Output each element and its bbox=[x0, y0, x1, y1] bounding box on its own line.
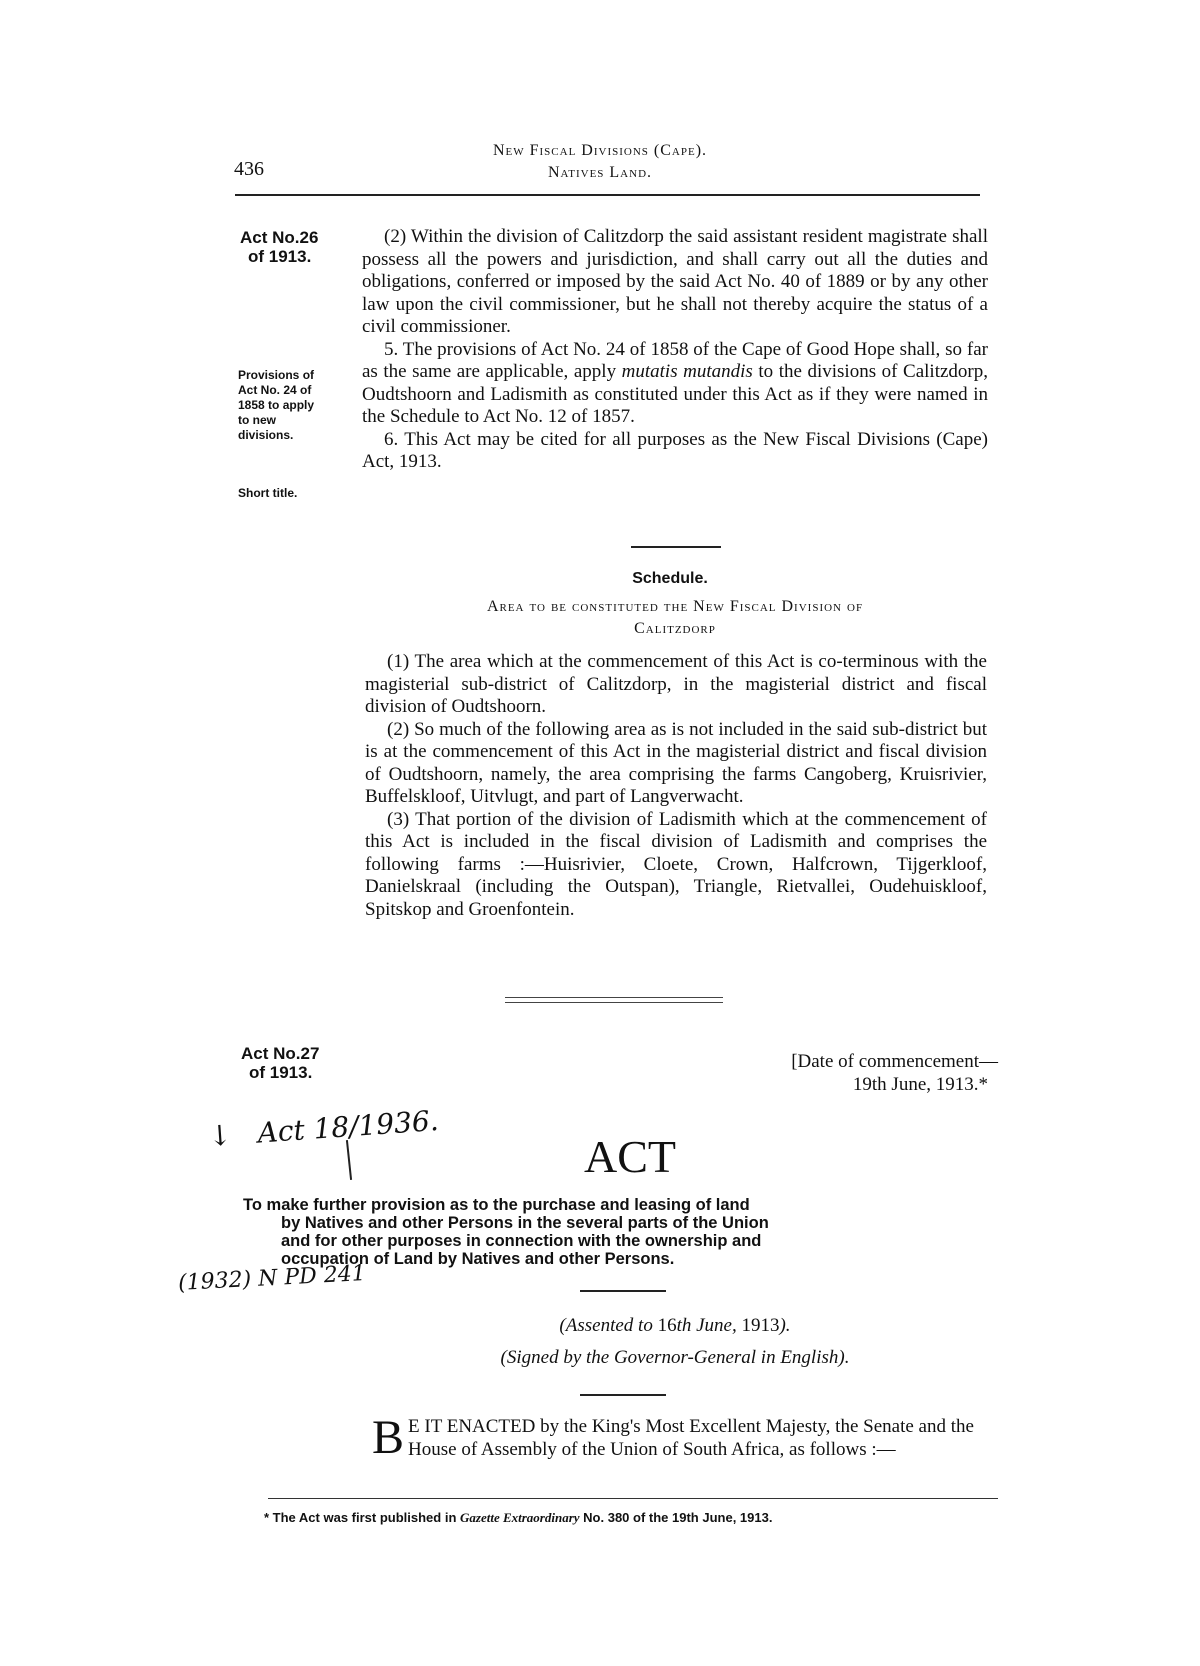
schedule-subtitle-line2: Calitzdorp bbox=[634, 620, 716, 637]
schedule-title: Schedule. bbox=[632, 570, 708, 587]
s5-suffix: to the divisions of Calitzdorp, Oudtshoorn and Ladismith as constituted under this Act as if they were named in the Schedule to Act No. 12 of 1857. bbox=[362, 361, 988, 427]
act27-margin-label bbox=[241, 1044, 319, 1082]
assent-prefix: (Assented to bbox=[559, 1315, 658, 1336]
long-title-line1: To make further provision as to the purchase and leasing of land bbox=[243, 1196, 750, 1214]
long-title-line3: and for other purposes in connection with the ownership and bbox=[281, 1232, 762, 1250]
margin-note-short-title: Short title. bbox=[238, 486, 298, 500]
schedule-subtitle-line1: Area to be constituted the New Fiscal Division of bbox=[486, 598, 864, 615]
assent-close: ). bbox=[779, 1315, 791, 1336]
footnote-suffix: No. 380 of the 19th June, 1913. bbox=[579, 1510, 773, 1525]
schedule-subtitle bbox=[362, 596, 988, 640]
act27-margin-line1: Act No.27 bbox=[241, 1044, 320, 1063]
footnote-prefix: * The Act was first published in bbox=[264, 1510, 460, 1525]
s5-prefix: 5. The provisions of Act No. 24 of 1858 of the Cape of Good Hope shall, so far as the same are applicable, apply bbox=[362, 338, 988, 382]
running-title-line2: Natives Land. bbox=[547, 164, 653, 181]
act27-margin-line2: of 1913. bbox=[249, 1063, 313, 1082]
double-rule bbox=[505, 997, 723, 1003]
act26-subsection-2: (2) Within the division of Calitzdorp the said assistant resident magistrate shall possess all the powers and jurisdiction, and shall carry out all the duties and obligations, conferred or imposed by the said Act No. 40 of 1889 or by any other law upon the civil commissioner, but he shall not thereby acquire the status of a civil commissioner. bbox=[362, 226, 988, 337]
handwritten-annotation-act bbox=[207, 1104, 439, 1153]
margin-note-line: 1858 to apply bbox=[238, 398, 315, 412]
handwritten-annotation-citation: (1932) N PD 241 bbox=[177, 1261, 367, 1296]
section-rule bbox=[631, 546, 721, 548]
assent-suffix: th June, bbox=[676, 1315, 742, 1336]
assent-line bbox=[362, 1310, 988, 1342]
handwritten-act-ref: Act 18/1936. bbox=[256, 1103, 440, 1150]
footnote bbox=[264, 1510, 772, 1526]
enacting-text: E IT ENACTED by the King's Most Excellent Majesty, the Senate and the House of Assembly of the Union of South Africa, as follows :— bbox=[408, 1416, 974, 1460]
s5-italic: mutatis mutandis bbox=[621, 361, 753, 382]
running-title-line1: New Fiscal Divisions (Cape). bbox=[492, 142, 708, 159]
act26-section-5 bbox=[362, 339, 988, 429]
assent-day: 16 bbox=[657, 1315, 677, 1336]
short-rule bbox=[580, 1290, 666, 1292]
long-title bbox=[243, 1196, 1008, 1268]
assent-block bbox=[362, 1310, 988, 1374]
act26-section-6: 6. This Act may be cited for all purposes as the New Fiscal Divisions (Cape) Act, 1913. bbox=[362, 428, 988, 472]
assent-year: 1913 bbox=[741, 1315, 780, 1336]
margin-note-line: Act No. 24 of bbox=[238, 383, 312, 397]
margin-note-provisions bbox=[238, 368, 350, 443]
schedule-item-3: (3) That portion of the division of Ladismith which at the commencement of this Act is included in the fiscal division of Ladismith and comprises the following farms :—Huisrivier, Cloete, Crown, Halfcrown, Tijgerkloof, Danielskraal (including the Outspan), Triangle, Rietvallei, Oudehuiskloof, Spitskop and Groenfontein. bbox=[365, 808, 987, 920]
act26-margin-line1: Act No.26 bbox=[240, 228, 319, 247]
enacting-clause bbox=[372, 1411, 998, 1464]
long-title-line2: by Natives and other Persons in the several parts of the Union bbox=[281, 1214, 769, 1232]
handwritten-mark: ↓ bbox=[207, 1118, 233, 1154]
date-line2: 19th June, 1913.* bbox=[852, 1074, 988, 1095]
date-line1: [Date of commencement— bbox=[791, 1051, 998, 1072]
page-number: 436 bbox=[234, 158, 264, 180]
act26-margin-label bbox=[240, 228, 318, 266]
footnote-rule bbox=[268, 1498, 998, 1499]
handwritten-stroke bbox=[346, 1140, 352, 1180]
margin-note-line: Provisions of bbox=[238, 368, 315, 382]
footnote-italic: Gazette Extraordinary bbox=[460, 1510, 580, 1525]
short-rule-2 bbox=[580, 1394, 666, 1396]
margin-note-line: to new bbox=[238, 413, 276, 427]
drop-cap: B bbox=[372, 1411, 405, 1464]
header-rule bbox=[235, 194, 980, 196]
act26-margin-line2: of 1913. bbox=[248, 247, 312, 266]
long-title-line4: occupation of Land by Natives and other Persons. bbox=[281, 1250, 675, 1268]
act-heading: ACT bbox=[584, 1131, 676, 1182]
margin-note-line: divisions. bbox=[238, 428, 294, 442]
act26-body bbox=[362, 226, 988, 474]
schedule-item-2: (2) So much of the following area as is not included in the said sub-district but is at the commencement of this Act in the magisterial district and fiscal division of Oudtshoorn, namely, the area comprising the farms Cangoberg, Kruisrivier, Buffelskloof, Uitvlugt, and part of Langverwacht. bbox=[365, 718, 987, 807]
signed-line: (Signed by the Governor-General in English). bbox=[500, 1347, 850, 1368]
running-title bbox=[400, 140, 800, 184]
schedule-item-1: (1) The area which at the commencement of this Act is co-terminous with the magisterial sub-district of Calitzdorp, in the magisterial district and fiscal division of Oudtshoorn. bbox=[365, 651, 987, 717]
schedule-body bbox=[365, 651, 987, 921]
date-of-commencement bbox=[650, 1050, 998, 1096]
